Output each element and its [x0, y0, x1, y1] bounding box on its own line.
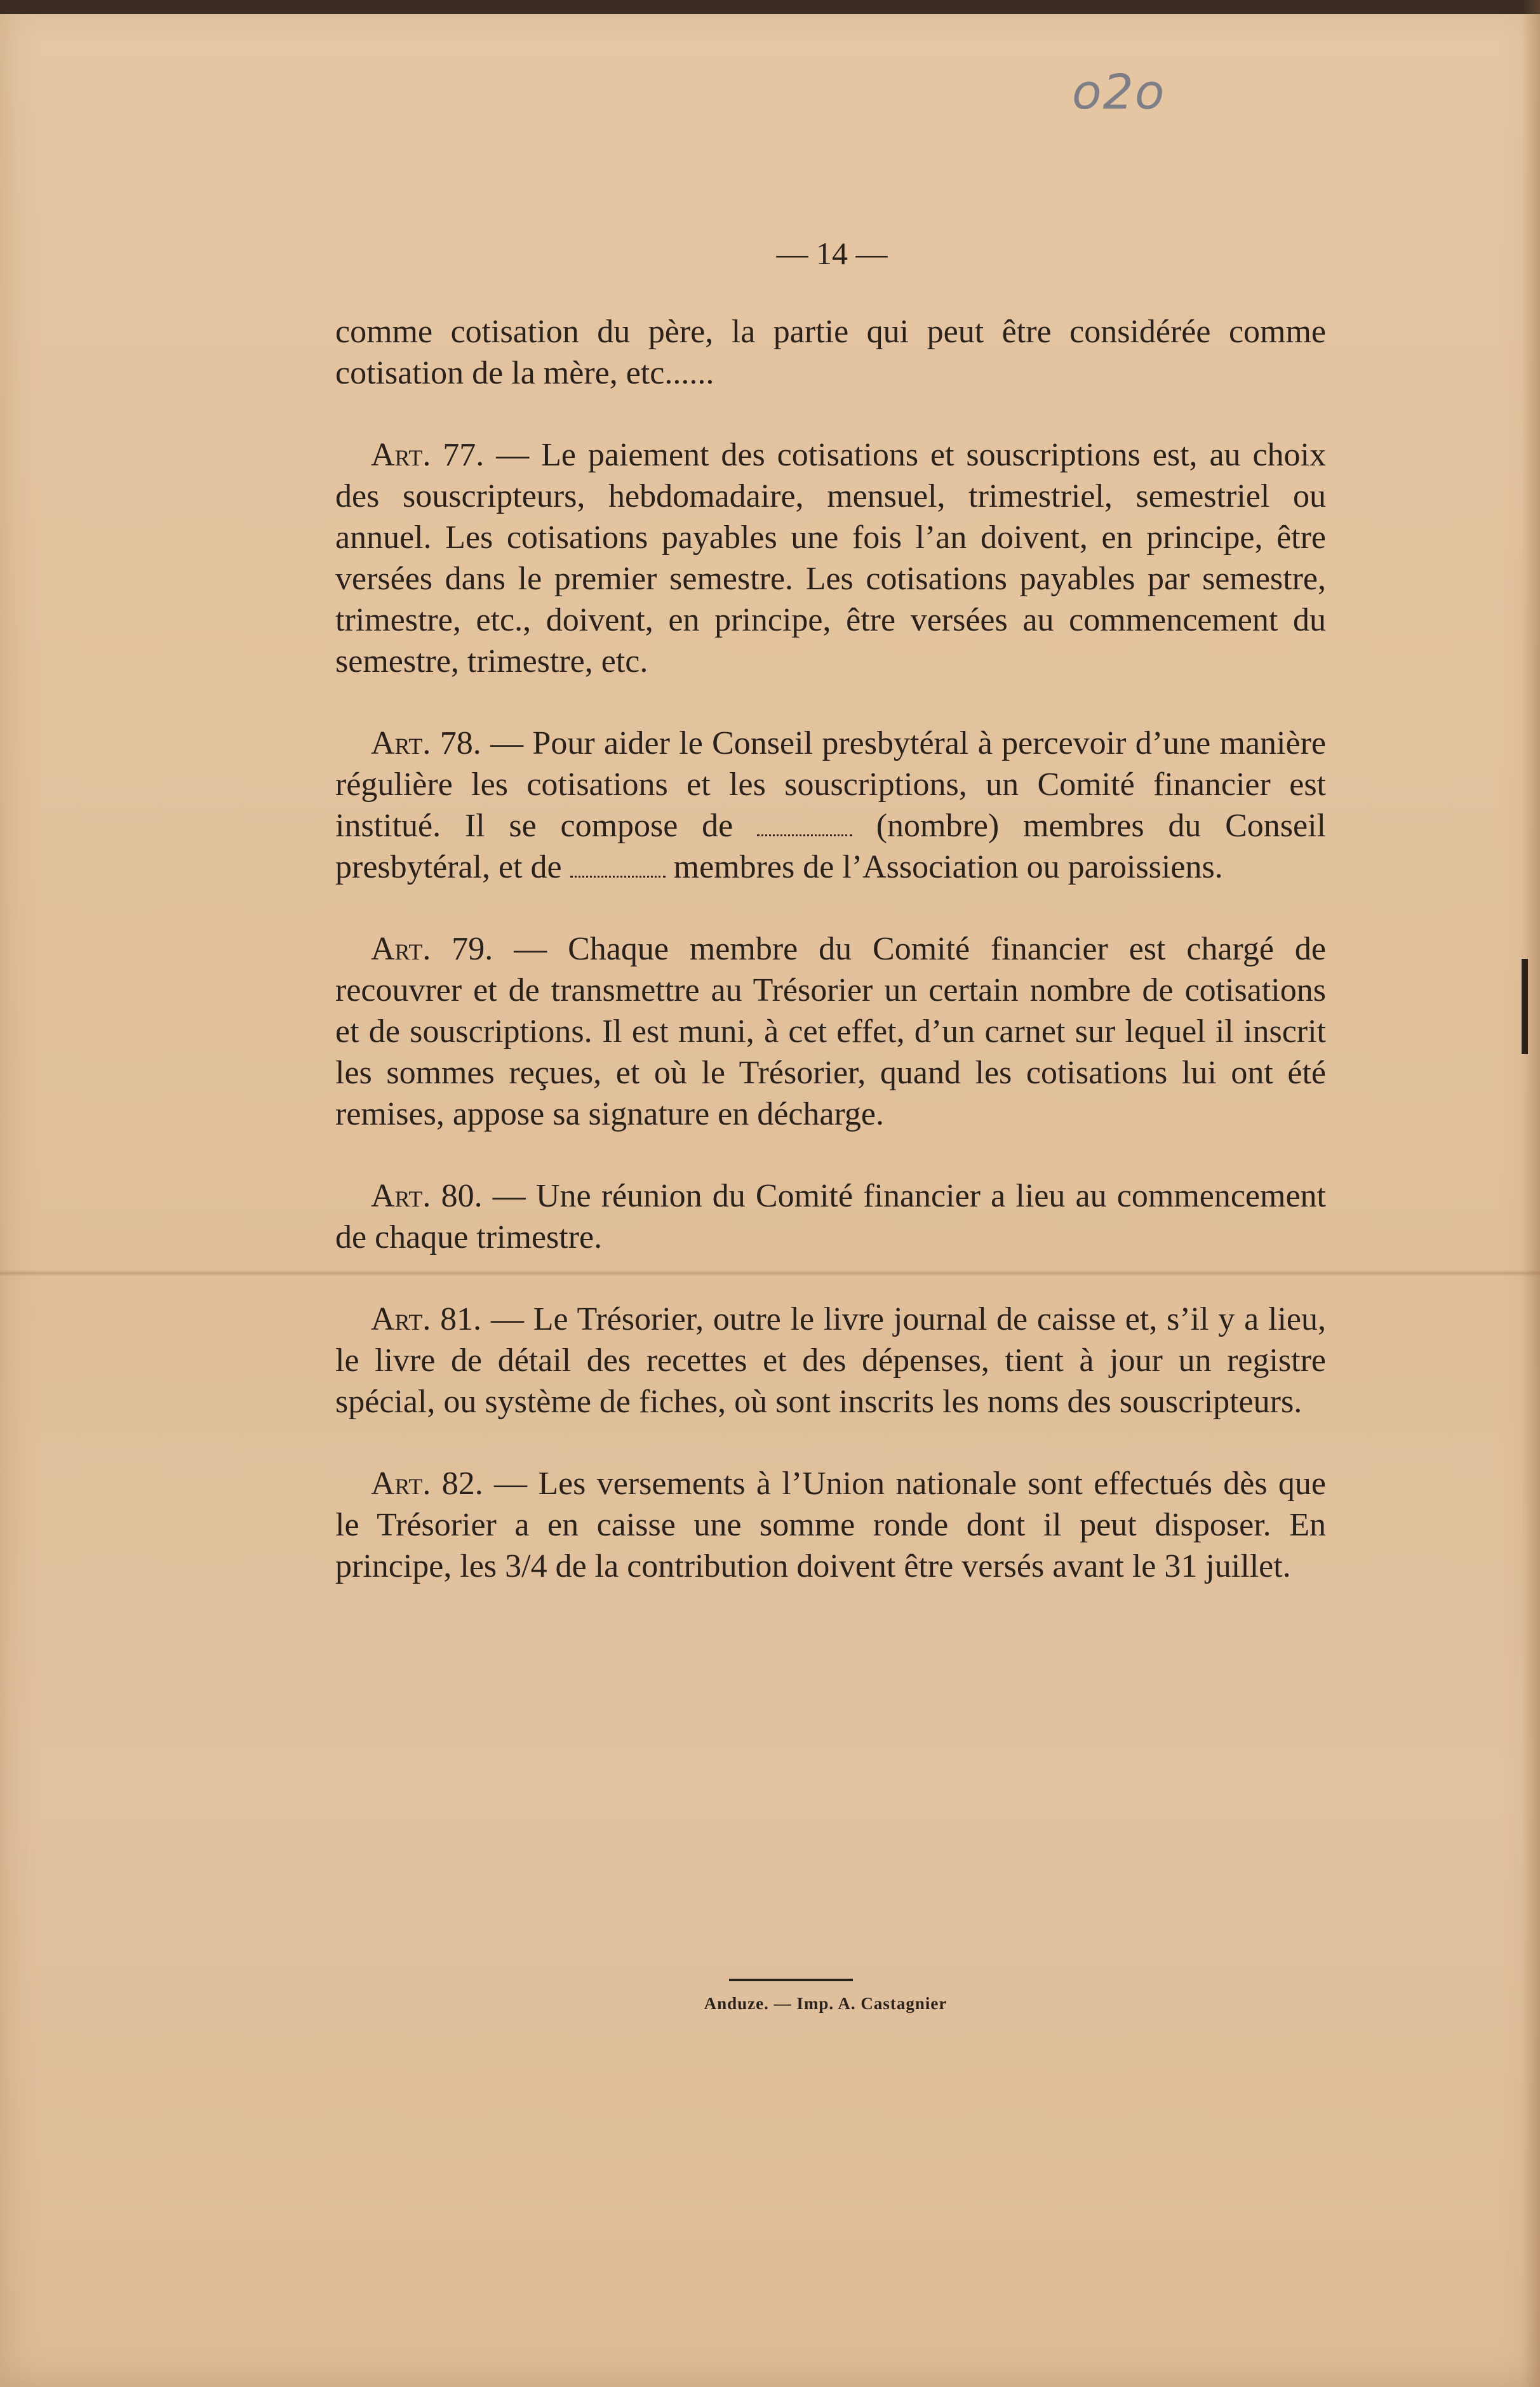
article-78-label: Art. 78.	[371, 725, 481, 761]
article-82-text: — Les versements à l’Union nationale sont effectués dès que le Trésorier a en caisse une somme ronde dont il peut disposer. En principe, les 3/4 de la contribution doivent être versés avant le 31 juillet.	[335, 1466, 1326, 1584]
article-81	[335, 1299, 1326, 1422]
article-78-text-a: — Pour aider le Conseil presbytéral à percevoir d’une manière régulière les cotisations et les souscriptions, un Comité financier est institué. Il se compose de	[335, 725, 1326, 844]
article-82-label: Art. 82.	[371, 1466, 483, 1502]
article-77	[335, 434, 1326, 682]
article-80	[335, 1175, 1326, 1258]
article-78	[335, 723, 1326, 888]
page-right-edge	[1522, 0, 1540, 2387]
blank-fill-line	[570, 854, 666, 878]
printer-imprint: Anduze. — Imp. A. Castagnier	[704, 1994, 947, 2013]
article-81-text: — Le Trésorier, outre le livre journal de caisse et, s’il y a lieu, le livre de détail des recettes et des dépenses, tient à jour un registre spécial, ou système de fiches, où sont inscrits les noms des souscripteurs.	[335, 1301, 1326, 1420]
article-79	[335, 928, 1326, 1135]
article-79-text: — Chaque membre du Comité financier est chargé de recouvrer et de transmettre au Trésorier un certain nombre de cotisations et de souscriptions. Il est muni, à cet effet, d’un carnet sur lequel il inscrit les sommes reçues, et où le Trésorier, quand les cotisations lui ont été remises, appose sa signature en décharge.	[335, 931, 1326, 1132]
imprint-rule	[729, 1979, 853, 1981]
page-number: — 14 —	[776, 236, 888, 271]
article-81-label: Art. 81.	[371, 1301, 482, 1337]
article-77-text: — Le paiement des cotisations et souscriptions est, au choix des souscripteurs, hebdomadaire, mensuel, trimestriel, semestriel ou annuel. Les cotisations payables une fois l’an doivent, en principe, être versées dans le premier semestre. Les cotisations payables par semestre, trimestre, etc., doivent, en principe, être versées au commencement du semestre, trimestre, etc.	[335, 437, 1326, 679]
article-82	[335, 1463, 1326, 1587]
article-78-text-c: membres de l’Association ou paroissiens.	[665, 849, 1223, 885]
page-top-edge	[0, 0, 1540, 14]
article-79-label: Art. 79.	[371, 931, 493, 967]
blank-fill-line	[757, 813, 852, 836]
article-80-label: Art. 80.	[371, 1178, 483, 1214]
intro-paragraph: comme cotisation du père, la partie qui peut être considérée comme cotisation de la mère, etc......	[335, 314, 1326, 391]
article-80-text: — Une réunion du Comité financier a lieu au commencement de chaque trimestre.	[335, 1178, 1326, 1255]
body-text	[335, 311, 1326, 1628]
article-78-text-b: (nombre) membres du Conseil presbytéral, et de	[335, 808, 1327, 885]
binding-mark	[1522, 959, 1528, 1054]
handwritten-annotation: o2o	[1072, 64, 1166, 120]
article-77-label: Art. 77.	[371, 437, 485, 473]
